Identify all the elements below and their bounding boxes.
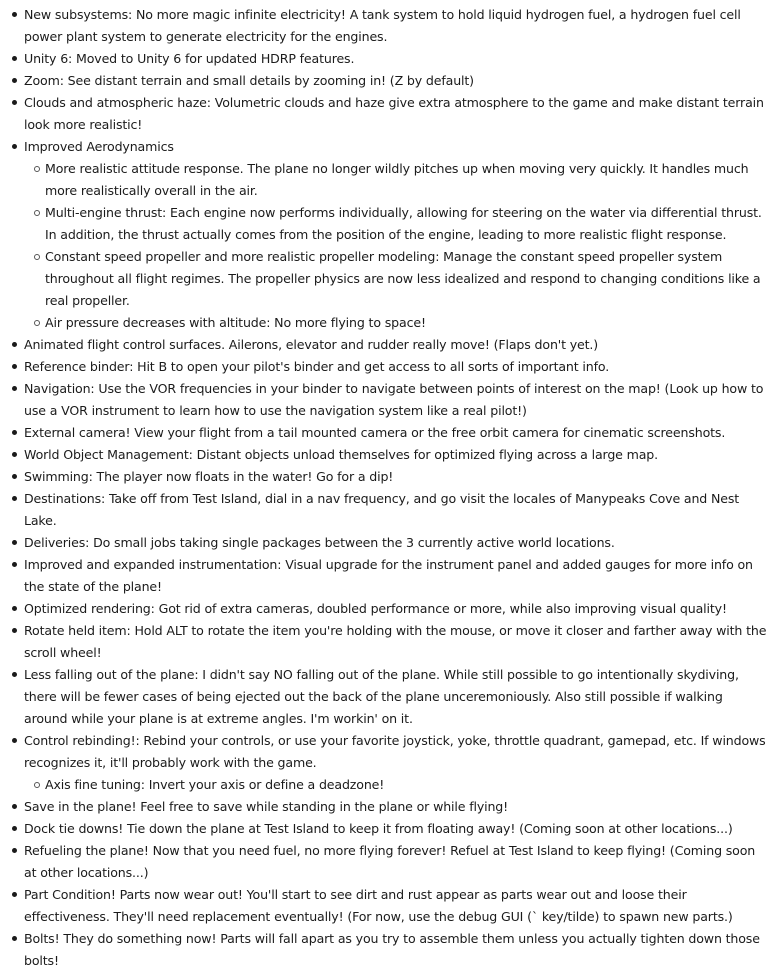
list-item [24,422,768,444]
sub-list-item [45,158,768,202]
list-item-text: Improved and expanded instrumentation: Visual upgrade for the instrument panel and added gauges for more info on the state of the plane! [24,557,753,594]
list-item-text: Save in the plane! Feel free to save while standing in the plane or while flying! [24,799,509,814]
list-item [24,92,768,136]
aerodynamics-sublist [24,158,768,334]
list-item-text: Animated flight control surfaces. Ailerons, elevator and rudder really move! (Flaps don't yet.) [24,337,599,352]
list-item [24,4,768,48]
list-item [24,466,768,488]
list-item [24,48,768,70]
sub-list-item [45,202,768,246]
list-item-text: Part Condition! Parts now wear out! You'll start to see dirt and rust appear as parts wear out and loose their effectiveness. They'll need replacement eventually! (For now, use the debug GUI (` key/tilde) to spawn new parts.) [24,887,733,924]
list-item [24,664,768,730]
list-item [24,928,768,972]
list-item-text: World Object Management: Distant objects unload themselves for optimized flying across a large map. [24,447,659,462]
list-item [24,884,768,928]
list-item [24,444,768,466]
list-item [24,70,768,92]
list-item-text: New subsystems: No more magic infinite electricity! A tank system to hold liquid hydrogen fuel, a hydrogen fuel cell power plant system to generate electricity for the engines. [24,7,741,44]
list-item-text: Dock tie downs! Tie down the plane at Test Island to keep it from floating away! (Coming soon at other locations...) [24,821,733,836]
control-rebinding-sublist [24,774,768,796]
list-item-text: External camera! View your flight from a tail mounted camera or the free orbit camera for cinematic screenshots. [24,425,726,440]
list-item-text: Deliveries: Do small jobs taking single packages between the 3 currently active world locations. [24,535,615,550]
list-item [24,532,768,554]
list-item-text: Rotate held item: Hold ALT to rotate the item you're holding with the mouse, or move it closer and farther away with the scroll wheel! [24,623,767,660]
list-item-text: Clouds and atmospheric haze: Volumetric clouds and haze give extra atmosphere to the game and make distant terrain look more realistic! [24,95,764,132]
list-item [24,356,768,378]
list-item-text: Bolts! They do something now! Parts will fall apart as you try to assemble them unless you actually tighten down those bolts! [24,931,760,968]
list-item-text: Improved Aerodynamics [24,139,174,154]
list-item-text: Reference binder: Hit B to open your pilot's binder and get access to all sorts of important info. [24,359,610,374]
list-item-text: Zoom: See distant terrain and small details by zooming in! (Z by default) [24,73,474,88]
list-item [24,554,768,598]
list-item-text: Less falling out of the plane: I didn't say NO falling out of the plane. While still possible to go intentionally skydiving, there will be fewer cases of being ejected out the back of the plane unceremoniously. Also still possible if walking around while your plane is at extreme angles. I'm workin' on it. [24,667,739,726]
sub-list-item-text: Constant speed propeller and more realistic propeller modeling: Manage the constant speed propeller system throughout all flight regimes. The propeller physics are now less idealized and respond to changing conditions like a real propeller. [45,249,761,308]
list-item [24,840,768,884]
list-item [24,488,768,532]
sub-list-item [45,312,768,334]
sub-list-item [45,774,768,796]
list-item-text: Control rebinding!: Rebind your controls, or use your favorite joystick, yoke, throttle quadrant, gamepad, etc. If windows recognizes it, it'll probably work with the game. [24,733,766,770]
sub-list-item-text: Axis fine tuning: Invert your axis or define a deadzone! [45,777,385,792]
list-item-text: Destinations: Take off from Test Island, dial in a nav frequency, and go visit the locales of Manypeaks Cove and Nest Lake. [24,491,740,528]
list-item-text: Swimming: The player now floats in the water! Go for a dip! [24,469,394,484]
list-item [24,598,768,620]
list-item-text: Unity 6: Moved to Unity 6 for updated HDRP features. [24,51,355,66]
list-item-text: Optimized rendering: Got rid of extra cameras, doubled performance or more, while also improving visual quality! [24,601,727,616]
list-item [24,620,768,664]
list-item-text: Navigation: Use the VOR frequencies in your binder to navigate between points of interest on the map! (Look up how to use a VOR instrument to learn how to use the navigation system like a real pilot!) [24,381,764,418]
sub-list-item-text: Air pressure decreases with altitude: No more flying to space! [45,315,426,330]
list-item-text: Refueling the plane! Now that you need fuel, no more flying forever! Refuel at Test Island to keep flying! (Coming soon at other locations...) [24,843,756,880]
list-item [24,136,768,334]
sub-list-item [45,246,768,312]
list-item [24,378,768,422]
list-item [24,796,768,818]
sub-list-item-text: More realistic attitude response. The plane no longer wildly pitches up when moving very quickly. It handles much more realistically overall in the air. [45,161,749,198]
list-item [24,818,768,840]
list-item [24,334,768,356]
sub-list-item-text: Multi-engine thrust: Each engine now performs individually, allowing for steering on the water via differential thrust. In addition, the thrust actually comes from the position of the engine, leading to more realistic flight response. [45,205,762,242]
list-item [24,730,768,796]
